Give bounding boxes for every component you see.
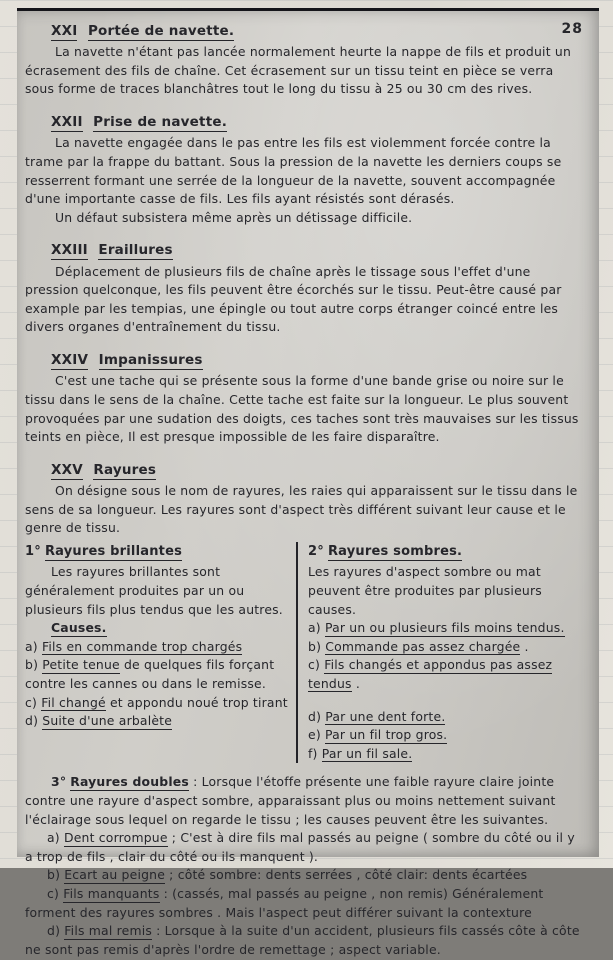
column-rayures-brillantes	[25, 542, 296, 764]
column-heading	[308, 542, 583, 562]
item-lead: Par une dent forte.	[325, 708, 446, 724]
section-paragraph: On désigne sous le nom de rayures, les raies qui apparaissent sur le tissu dans le sens de sa longueur. Les rayures sont d'aspect très différent suivant leur cause et le genre de tissu.	[25, 483, 578, 536]
item-rest: ; côté sombre: dents serrées , côté clair: dents écartées	[165, 867, 528, 883]
section-title: Portée de navette.	[87, 23, 235, 39]
item-label: b)	[25, 657, 39, 673]
section-numeral: XXV	[51, 461, 83, 478]
section-title: Rayures	[93, 461, 157, 478]
column-title: Rayures sombres.	[327, 543, 463, 559]
item-label: f)	[308, 745, 318, 761]
section-title: Prise de navette.	[93, 114, 228, 131]
list-item	[25, 638, 288, 657]
item-lead: Petite tenue	[42, 657, 120, 673]
section-title: Impanissures	[98, 352, 203, 369]
column-heading	[25, 542, 288, 562]
item-rest: de quelques fils forçant contre les cannes ou dans le remisse.	[25, 657, 275, 691]
item-label: d)	[25, 713, 39, 729]
item-rest: : (cassés, mal passés au peigne , non remis) Généralement forment des rayures sombres . Mais l'aspect peut différer suivant la contexture	[25, 886, 544, 920]
item-rest: ; C'est à dire fils mal passés au peigne ( sombre du côté ou il y a trop de fils , clair du côté ou ils manquent ).	[25, 830, 575, 864]
page-number: 28	[561, 21, 583, 37]
section-paragraph: La navette engagée dans le pas entre les fils est violemment forcée contre la trame par la frappe du battant. Sous la pression de la navette les derniers coups se resserrent formant une serrée de la longueur de la navette, souvent accompagnée d'une importante casse de fils. Les fils ayant résistés sont dérasés.	[25, 135, 562, 207]
section-xxi	[25, 21, 583, 99]
section-paragraph: Un défaut subsistera même après un détissage difficile.	[55, 209, 413, 225]
list-item	[308, 745, 583, 764]
item-label: c)	[47, 886, 60, 902]
item-rest: .	[351, 675, 360, 691]
list-item	[308, 726, 583, 745]
section-xxiv	[25, 350, 583, 447]
list-item	[25, 829, 583, 866]
list-item	[308, 708, 583, 727]
section-numeral: XXIII	[51, 242, 88, 259]
item-rest: et appondu noué trop tirant	[105, 694, 288, 710]
section-heading	[51, 21, 583, 41]
item-lead: Ecart au peigne	[64, 867, 166, 883]
list-item	[25, 656, 288, 693]
section-heading	[51, 112, 583, 132]
item-lead: Par un ou plusieurs fils moins tendus.	[324, 620, 565, 636]
item-label: a)	[47, 830, 60, 846]
item-lead: Fil changé	[41, 694, 106, 710]
section-heading	[51, 460, 583, 480]
list-item	[25, 694, 288, 713]
section-title: Eraillures	[98, 242, 173, 259]
item-lead: Fils manquants	[63, 886, 160, 902]
section-paragraph: C'est une tache qui se présente sous la forme d'une bande grise ou noire sur le tissu dans le sens de la chaîne. Cette tache est faite sur la longueur. Le plus souvent provoquées par une sudation des doigts, ces taches sont très mauvaises sur les tissus teints en pièce, Il est presque impossible de les faire disparaître.	[25, 373, 579, 445]
section-xxii	[25, 112, 583, 227]
paper-sheet	[17, 8, 599, 957]
item-lead: Par un fil trop gros.	[325, 727, 448, 743]
item-lead: Fils en commande trop chargés	[41, 638, 243, 654]
list-item	[308, 638, 583, 657]
doubles-intro	[25, 773, 583, 829]
causes-subheading	[51, 619, 288, 638]
list-item	[25, 866, 583, 885]
item-label: a)	[308, 620, 321, 636]
section-heading	[51, 350, 583, 370]
item-label: e)	[308, 727, 321, 743]
item-lead: Fils mal remis	[64, 923, 153, 939]
item-label: c)	[308, 657, 321, 673]
section-xxiii	[25, 240, 583, 337]
column-number: 1°	[25, 543, 41, 559]
section-numeral: XXI	[51, 23, 78, 39]
column-title: Rayures brillantes	[44, 543, 183, 559]
item-rest: .	[520, 638, 529, 654]
list-item	[25, 712, 288, 731]
column-number: 2°	[308, 543, 324, 559]
doubles-title: Rayures doubles	[70, 774, 189, 790]
section-numeral: XXII	[51, 114, 83, 131]
item-label: b)	[47, 867, 61, 883]
item-label: d)	[308, 708, 322, 724]
item-lead: Suite d'une arbalète	[42, 713, 173, 729]
section-numeral: XXIV	[51, 352, 89, 369]
item-label: d)	[47, 923, 61, 939]
item-lead: Dent corrompue	[63, 830, 168, 846]
section-paragraph: Déplacement de plusieurs fils de chaîne après le tissage sous l'effet d'une pression quelconque, les fils peuvent être écorchés sur le tissu. Peut-être causé par example par les tempias, une épingle ou tout autre corps étranger coincé entre les divers organes d'entraînement du tissu.	[25, 263, 562, 335]
section-paragraph: La navette n'étant pas lancée normalement heurte la nappe de fils et produit un écrasement des fils de chaîne. Cet écrasement sur un tissu teint en pièce se verra sous forme de traces blanchâtres tout le long du tissu à 25 ou 30 cm des rives.	[25, 44, 571, 97]
rayures-columns	[25, 542, 583, 764]
doubles-number: 3°	[51, 774, 67, 790]
section-rayures-doubles	[25, 773, 583, 959]
list-item	[25, 885, 583, 922]
causes-label: Causes.	[51, 620, 107, 636]
item-label: b)	[308, 638, 322, 654]
column-rayures-sombres	[296, 542, 583, 764]
list-item	[308, 619, 583, 638]
item-rest: : Lorsque à la suite d'un accident, plusieurs fils cassés côte à côte ne sont pas remis d'après l'ordre de remettage ; aspect variable.	[25, 923, 580, 957]
doubles-intro-text: : Lorsque l'étoffe présente une faible rayure claire jointe contre une rayure d'aspect sombre, apparaissant plus ou moins nettement suivant l'éclairage sous lequel on regarde le tissu ; les causes peuvent être les suivantes.	[25, 774, 556, 827]
column-intro: Les rayures brillantes sont généralement produites par un ou plusieurs fils plus tendus que les autres.	[25, 564, 283, 617]
list-item	[25, 922, 583, 959]
list-item	[308, 656, 583, 693]
section-heading	[51, 240, 583, 260]
item-lead: Fils changés et appondus pas assez tendus	[308, 657, 553, 691]
item-label: c)	[25, 694, 38, 710]
item-lead: Commande pas assez chargée	[325, 638, 521, 654]
item-label: a)	[25, 638, 38, 654]
column-intro: Les rayures d'aspect sombre ou mat peuvent être produites par plusieurs causes.	[308, 564, 542, 617]
section-xxv	[25, 460, 583, 538]
item-lead: Par un fil sale.	[321, 745, 413, 761]
